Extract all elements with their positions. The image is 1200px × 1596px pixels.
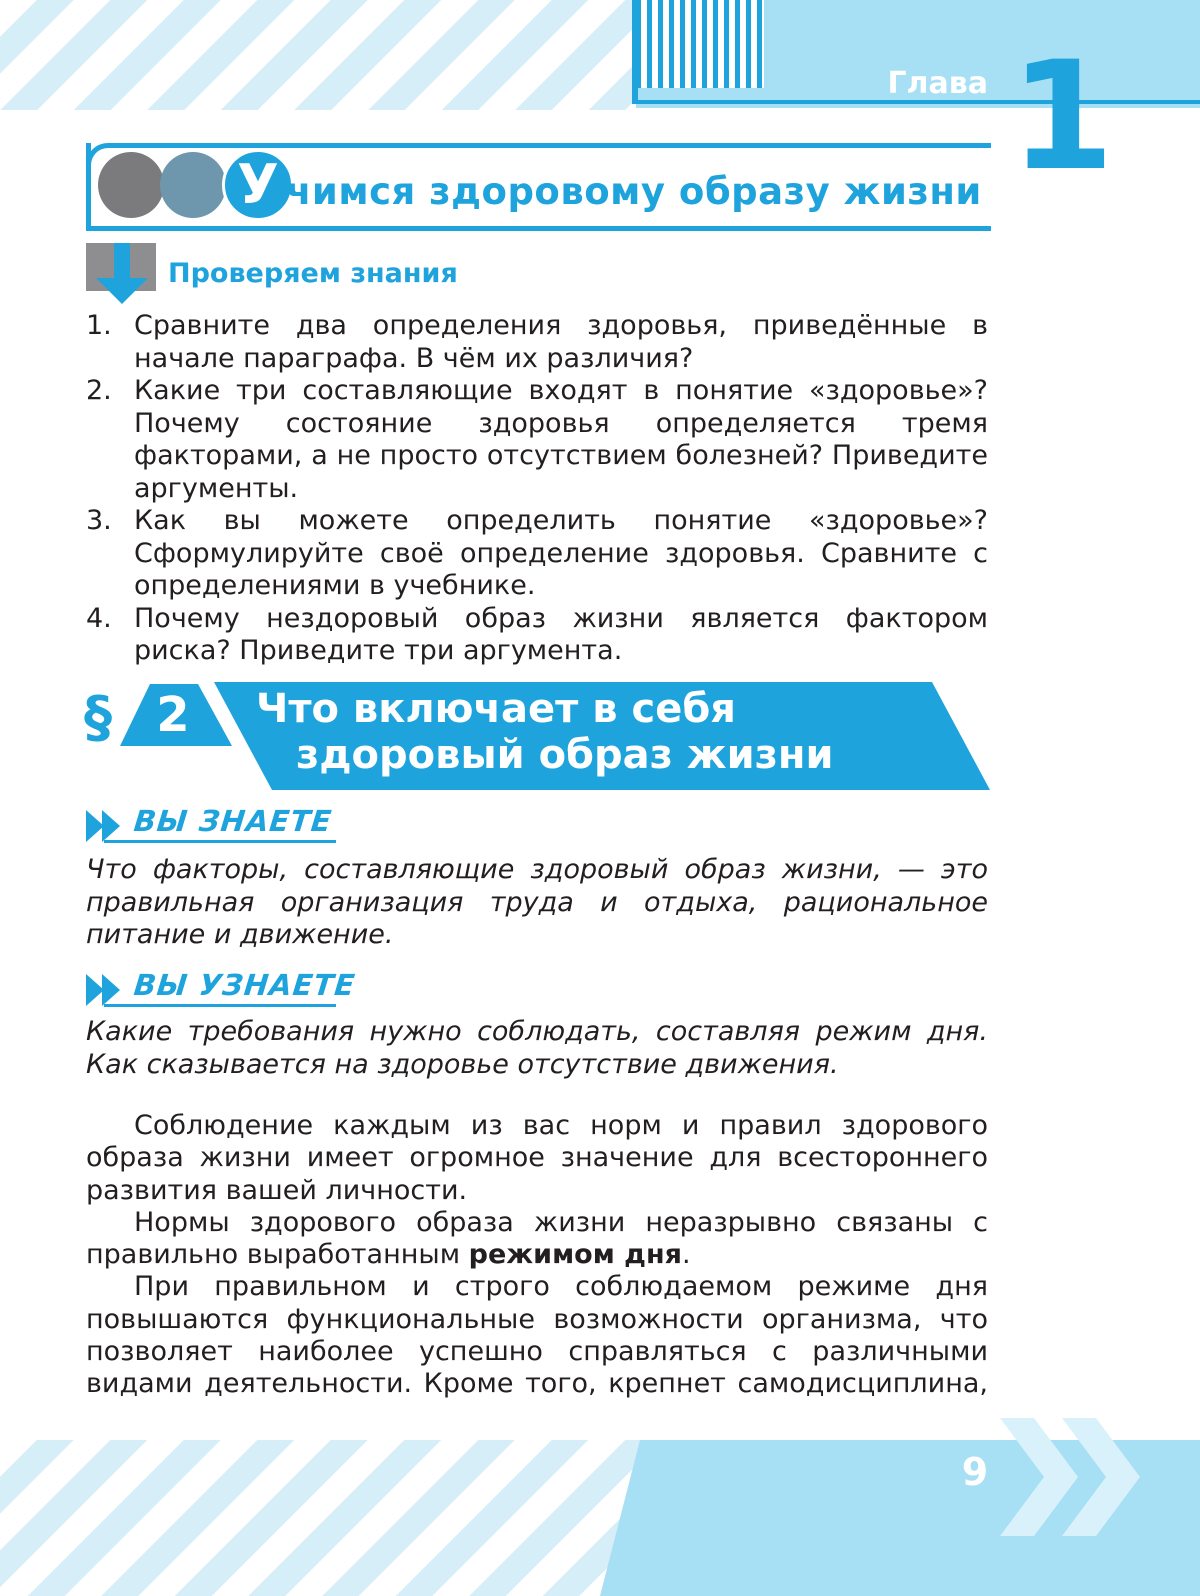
- paragraph-sign: §: [84, 685, 112, 750]
- learn-section-underline: [86, 226, 991, 231]
- question-item: [86, 603, 988, 668]
- question-number: 3.: [86, 505, 112, 536]
- chapter-label: Глава: [887, 66, 988, 101]
- down-arrow-head-icon: [96, 278, 148, 304]
- question-list: [86, 310, 988, 668]
- header-bar-edge: [632, 0, 638, 104]
- body-text: [86, 1110, 988, 1401]
- body-paragraph-2: [86, 1207, 988, 1272]
- body-paragraph-3: При правильном и строго соблюдаемом режиме дня повышаются функциональные возможности организма, что позволяет наиболее успешно справляться с различными видами деятельности. Кроме того, крепнет самодисциплина,: [86, 1271, 988, 1400]
- question-item: [86, 505, 988, 603]
- learn-section-title: чимся здоровому образу жизни: [286, 170, 982, 213]
- question-item: [86, 375, 988, 505]
- question-text: Как вы можете определить понятие «здоровье»? Сформулируйте своё определение здоровья. Сравните с определениями в учебнике.: [134, 505, 988, 601]
- question-text: Сравните два определения здоровья, приведённые в начале параграфа. В чём их различия?: [134, 310, 988, 374]
- question-number: 4.: [86, 602, 112, 634]
- initial-letter-circle: У: [222, 149, 294, 221]
- question-text: Какие три составляющие входят в понятие «здоровье»? Почему состояние здоровья определяется тремя факторами, а не просто отсутствием болезней? Приведите аргументы.: [134, 375, 988, 504]
- paragraph-title: [256, 686, 834, 778]
- blue-grey-circle-icon: [160, 152, 226, 218]
- you-know-text: Что факторы, составляющие здоровый образ жизни, — это правильная организация труда и отдыха, рациональное питание и движение.: [86, 854, 988, 950]
- grey-circle-icon: [98, 152, 164, 218]
- paragraph-number: 2: [156, 687, 190, 743]
- body-paragraph-2-end: .: [681, 1239, 691, 1271]
- page-number: 9: [961, 1450, 989, 1494]
- header-stripes: [0, 0, 640, 110]
- paragraph-title-line1: Что включает в себя: [256, 686, 736, 732]
- header-bars: [636, 0, 764, 88]
- you-learn-text: Какие требования нужно соблюдать, составляя режим дня. Как сказывается на здоровье отсутствие движения.: [86, 1016, 988, 1080]
- you-learn-underline: [104, 1004, 336, 1007]
- question-text: Почему нездоровый образ жизни является фактором риска? Приведите три аргумента.: [134, 602, 988, 666]
- footer-stripes: [0, 1440, 640, 1596]
- double-arrow-icon-2: [102, 974, 120, 1006]
- paragraph-title-line2: здоровый образ жизни: [296, 732, 834, 778]
- you-know-label: ВЫ ЗНАЕТЕ: [132, 804, 334, 838]
- question-number: 1.: [86, 310, 112, 341]
- body-paragraph-1: Соблюдение каждым из вас норм и правил здорового образа жизни имеет огромное значение для всестороннего развития вашей личности.: [86, 1110, 988, 1206]
- check-knowledge-title: Проверяем знания: [168, 258, 458, 289]
- you-know-underline: [104, 840, 336, 843]
- question-number: 2.: [86, 375, 112, 406]
- question-item: [86, 310, 988, 375]
- learn-section-frame-left: [86, 143, 91, 231]
- you-learn-label: ВЫ УЗНАЕТЕ: [132, 968, 358, 1002]
- chapter-number: 1: [1010, 30, 1115, 204]
- double-arrow-icon-2: [102, 810, 120, 842]
- forward-chevrons-icon: [1000, 1418, 1150, 1536]
- body-paragraph-2-text: Нормы здорового образа жизни неразрывно связаны с правильно выработанным: [86, 1206, 988, 1271]
- term-daily-routine: режимом дня: [468, 1239, 682, 1271]
- down-arrow-icon: [114, 243, 130, 281]
